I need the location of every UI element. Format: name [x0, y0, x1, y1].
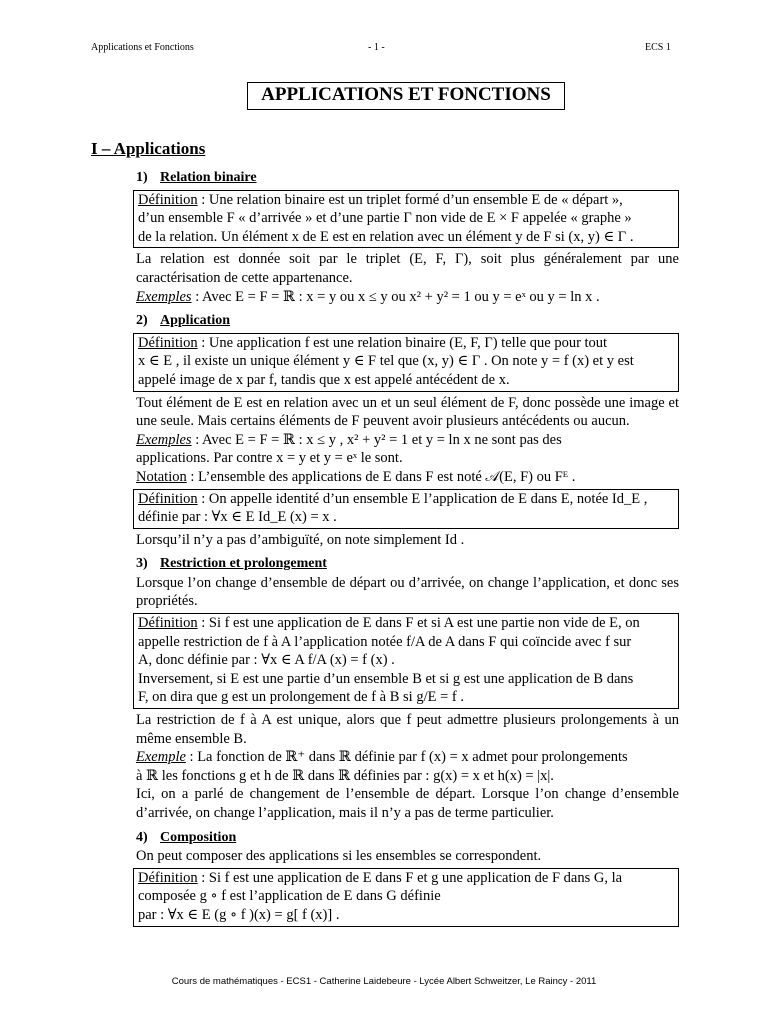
example-label: Exemple — [136, 749, 186, 766]
definition-line: x ∈ E , il existe un unique élément y ∈ F tel que (x, y) ∈ Γ . On note y = f (x) et y est — [138, 353, 634, 370]
definition-box — [133, 868, 679, 927]
definition-label: Définition — [138, 334, 198, 351]
examples-line — [136, 431, 679, 450]
definition-line: d’un ensemble F « d’arrivée » et d’une partie Γ non vide de E × F appelée « graphe » — [138, 210, 632, 227]
examples-text: : Avec E = F = ℝ : x = y ou x ≤ y ou x² + y² = 1 ou y = eˣ ou y = ln x . — [191, 288, 600, 305]
example-line — [136, 748, 679, 767]
paragraph: La restriction de f à A est unique, alors que f peut admettre plusieurs prolongements à un même ensemble B. — [136, 712, 679, 747]
paragraph: Ici, on a parlé de changement de l’ensemble de départ. Lorsque l’on change d’ensemble d’arrivée, on change l’application, mais il n’y a pas de terme particulier. — [136, 786, 679, 821]
definition-line — [138, 614, 675, 633]
definition-label: Définition — [138, 191, 198, 208]
subheading-composition — [136, 829, 679, 848]
definition-line: F, on dira que g est un prolongement de f à B si g/E = f . — [138, 689, 464, 706]
definition-text: : Si f est une application de E dans F et g une application de F dans G, la — [197, 869, 623, 886]
subheading-number: 3) — [136, 556, 148, 572]
definition-line — [138, 490, 675, 509]
notation-label: Notation — [136, 468, 187, 485]
definition-line — [138, 869, 675, 888]
subheading-relation-binaire — [136, 169, 679, 188]
paragraph: On peut composer des applications si les ensembles se correspondent. — [136, 848, 542, 865]
section-heading: I – Applications — [91, 139, 206, 158]
definition-label: Définition — [138, 869, 198, 886]
content — [136, 167, 679, 929]
notation-line — [136, 468, 679, 487]
examples-text: : Avec E = F = ℝ : x ≤ y , x² + y² = 1 et y = ln x ne sont pas des — [191, 431, 562, 448]
subheading-restriction — [136, 555, 679, 574]
definition-text: : Si f est une application de E dans F et si A est une partie non vide de E, on — [197, 615, 640, 632]
definition-line: Inversement, si E est une partie d’un ensemble B et si g est une application de B dans — [138, 670, 634, 687]
definition-line: par : ∀x ∈ E (g ∘ f )(x) = g[ f (x)] . — [138, 906, 340, 923]
subheading-title: Application — [160, 313, 231, 329]
example-line: à ℝ les fonctions g et h de ℝ dans ℝ définies par : g(x) = x et h(x) = |x|. — [136, 767, 554, 784]
paragraph: La relation est donnée soit par le triplet (E, F, Γ), soit plus généralement par une caractérisation de cette appartenance. — [136, 251, 679, 286]
definition-line — [138, 334, 675, 353]
subheading-title: Composition — [160, 829, 237, 845]
example-text: : La fonction de ℝ⁺ dans ℝ définie par f (x) = x admet pour prolongements — [185, 749, 628, 766]
examples-label: Exemples — [136, 431, 192, 448]
definition-line: de la relation. Un élément x de E est en relation avec un élément y de F si (x, y) ∈ Γ . — [138, 228, 634, 245]
definition-text: : On appelle identité d’un ensemble E l’application de E dans E, notée Id_E , — [197, 490, 648, 507]
examples-line: applications. Par contre x = y et y = eˣ le sont. — [136, 450, 403, 467]
subheading-title: Relation binaire — [160, 170, 257, 185]
subheading-application — [136, 312, 679, 331]
definition-box — [133, 613, 679, 709]
definition-line: définie par : ∀x ∈ E Id_E (x) = x . — [138, 509, 337, 526]
paragraph: Lorsque l’on change d’ensemble de départ ou d’arrivée, on change l’application, et donc ses propriétés. — [136, 574, 679, 610]
subheading-number: 2) — [136, 313, 148, 329]
subheading-title: Restriction et prolongement — [160, 556, 327, 572]
definition-box — [133, 190, 679, 249]
definition-box — [133, 489, 679, 529]
header-left: Applications et Fonctions — [91, 42, 194, 53]
page-number: - 1 - — [368, 42, 385, 53]
definition-label: Définition — [138, 490, 198, 507]
header-right: ECS 1 — [645, 42, 671, 53]
definition-line — [138, 191, 675, 210]
subheading-number: 1) — [136, 170, 148, 185]
definition-line: A, donc définie par : ∀x ∈ A f/A (x) = f (x) . — [138, 652, 395, 669]
definition-line: appelle restriction de f à A l’application notée f/A de A dans F qui coïncide avec f sur — [138, 633, 632, 650]
examples-label: Exemples — [136, 288, 192, 305]
definition-text: : Une application f est une relation binaire (E, F, Γ) telle que pour tout — [197, 334, 608, 351]
definition-box — [133, 333, 679, 392]
definition-text: : Une relation binaire est un triplet formé d’un ensemble E de « départ », — [197, 191, 623, 208]
definition-label: Définition — [138, 615, 198, 632]
definition-line: composée g ∘ f est l’application de E dans G définie — [138, 888, 441, 905]
paragraph: Lorsqu’il n’y a pas d’ambiguïté, on note simplement Id . — [136, 531, 465, 548]
paragraph: Tout élément de E est en relation avec un et un seul élément de F, donc possède une image et une seule. Mais certains éléments de F peuvent avoir plusieurs antécédents ou aucun. — [136, 394, 679, 430]
examples-line — [136, 288, 679, 307]
subheading-number: 4) — [136, 829, 148, 845]
definition-line: appelé image de x par f, tandis que x est appelé antécédent de x. — [138, 371, 510, 388]
page-title: APPLICATIONS ET FONCTIONS — [247, 82, 565, 110]
notation-text: : L’ensemble des applications de E dans F est noté 𝒜(E, F) ou Fᴱ . — [186, 468, 576, 485]
footer: Cours de mathématiques - ECS1 - Catherine Laidebeure - Lycée Albert Schweitzer, Le Raincy - 2011 — [171, 976, 597, 987]
